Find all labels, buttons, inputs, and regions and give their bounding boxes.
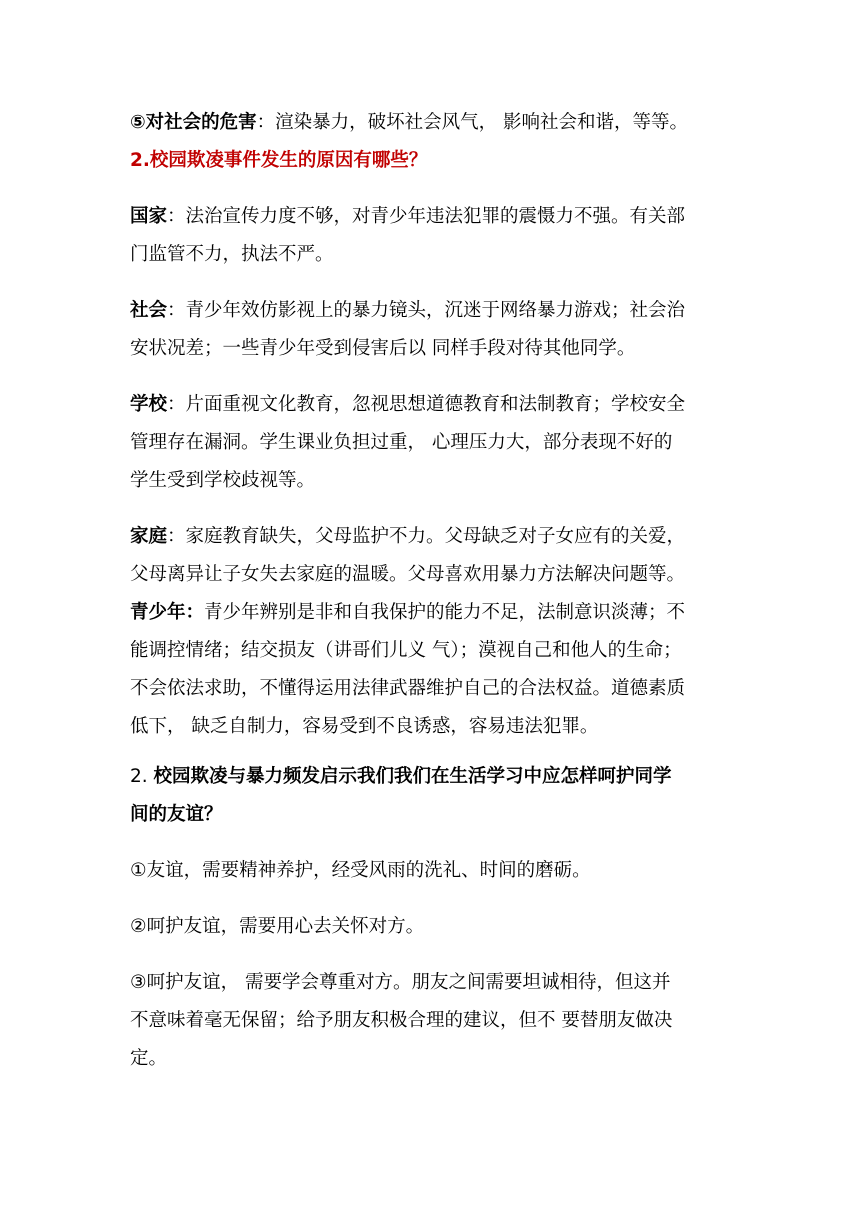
youth-line-1: 青少年辨别是非和自我保护的能力不足，法制意识淡薄；不 bbox=[204, 602, 686, 623]
family-label: 家庭 bbox=[130, 526, 168, 547]
country-label: 国家 bbox=[130, 206, 168, 227]
social-harm-label: ⑤对社会的危害 bbox=[130, 112, 257, 133]
paragraph-society bbox=[130, 292, 736, 368]
paragraph-school bbox=[130, 386, 736, 500]
country-line-2: 门监管不力，执法不严。 bbox=[130, 244, 334, 265]
youth-line-2: 能调控情绪；结交损友（讲哥们儿义 气）；漠视自己和他人的生命； bbox=[130, 640, 682, 661]
society-line-2: 安状况差；一些青少年受到侵害后以 同样手段对待其他同学。 bbox=[130, 338, 636, 359]
list-item-3 bbox=[130, 964, 736, 1078]
social-harm-text: ：渲染暴力，破坏社会风气， 影响社会和谐，等等。 bbox=[256, 112, 689, 133]
society-line-1: ：青少年效仿影视上的暴力镜头，沉迷于网络暴力游戏；社会治 bbox=[167, 300, 686, 321]
paragraph-youth bbox=[130, 594, 736, 746]
list-item-1: ①友谊，需要精神养护，经受风雨的洗礼、时间的磨砺。 bbox=[130, 860, 591, 881]
school-line-1: ：片面重视文化教育，忽视思想道德教育和法制教育；学校安全 bbox=[167, 394, 686, 415]
list-item-2: ②呵护友谊，需要用心去关怀对方。 bbox=[130, 916, 425, 937]
heading-causes: 2.校园欺凌事件发生的原因有哪些？ bbox=[130, 150, 428, 171]
family-line-2: 父母离异让子女失去家庭的温暖。父母喜欢用暴力方法解决问题等。 bbox=[130, 564, 686, 585]
youth-line-4: 低下， 缺乏自制力，容易受到不良诱惑，容易违法犯罪。 bbox=[130, 716, 599, 737]
document-page bbox=[130, 104, 736, 1078]
paragraph-country bbox=[130, 198, 736, 274]
school-line-2: 管理存在漏洞。学生课业负担过重， 心理压力大，部分表现不好的 bbox=[130, 432, 673, 453]
country-line-1: ：法治宣传力度不够，对青少年违法犯罪的震慑力不强。有关部 bbox=[167, 206, 686, 227]
heading-friendship-line-1: 校园欺凌与暴力频发启示我们我们在生活学习中应怎样呵护同学 bbox=[153, 766, 672, 787]
school-label: 学校 bbox=[130, 394, 168, 415]
heading-friendship bbox=[130, 758, 736, 834]
paragraph-family bbox=[130, 518, 736, 594]
item-3-line-3: 定。 bbox=[130, 1048, 168, 1069]
heading-friendship-number: 2. bbox=[130, 766, 154, 787]
school-line-3: 学生受到学校歧视等。 bbox=[130, 470, 316, 491]
paragraph-social-harm bbox=[130, 104, 736, 142]
item-3-line-2: 不意味着毫无保留；给予朋友积极合理的建议，但不 要替朋友做决 bbox=[130, 1010, 673, 1031]
society-label: 社会 bbox=[130, 300, 168, 321]
heading-friendship-line-2: 间的友谊？ bbox=[130, 804, 223, 825]
item-3-line-1: ③呵护友谊， 需要学会尊重对方。朋友之间需要坦诚相待，但这并 bbox=[130, 972, 671, 993]
family-line-1: ：家庭教育缺失，父母监护不力。父母缺乏对子女应有的关爱， bbox=[167, 526, 686, 547]
youth-line-3: 不会依法求助，不懂得运用法律武器维护自己的合法权益。道德素质 bbox=[130, 678, 686, 699]
youth-label: 青少年： bbox=[130, 602, 205, 623]
